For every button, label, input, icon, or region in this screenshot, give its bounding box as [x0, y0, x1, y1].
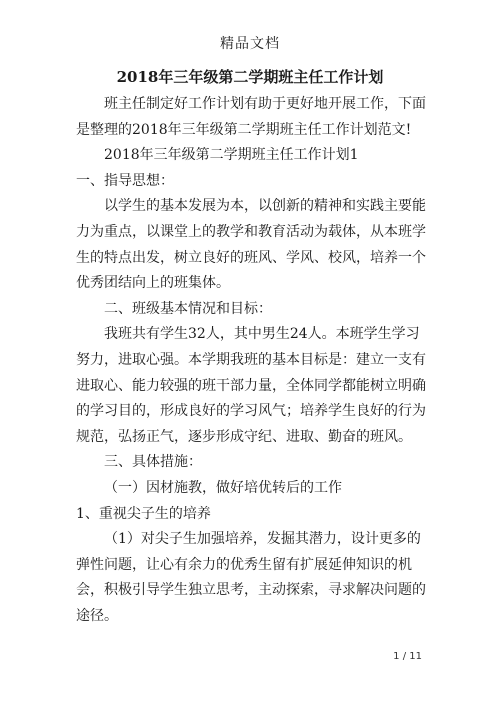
- item-heading-top-students: 1、重视尖子生的培养: [76, 505, 211, 522]
- document-body: [76, 92, 426, 629]
- paragraph-guiding-ideas: 以学生的基本发展为本，以创新的精神和实践主要能力为重点，以课堂上的教学和教育活动为载体，从本班学生的特点出发，树立良好的班风、学风、校风，培养一个优秀团结向上的班集体。: [76, 198, 426, 292]
- page-number: 1 / 11: [393, 651, 422, 662]
- paragraph-intro: 班主任制定好工作计划有助于更好地开展工作，下面是整理的2018年三年级第二学期班主任工作计划范文!: [76, 96, 426, 138]
- paragraph-class-info: 我班共有学生32人，其中男生24人。本班学生学习努力，进取心强。本学期我班的基本目标是：建立一支有进取心、能力较强的班干部力量，全体同学都能树立明确的学习目的，形成良好的学习风气；培养学生良好的行为规范，弘扬正气，逐步形成守纪、进取、勤奋的班风。: [76, 326, 426, 445]
- subsection-heading-teaching: （一）因材施教，做好培优转后的工作: [104, 479, 342, 496]
- section-heading-class-info: 二、班级基本情况和目标：: [104, 300, 272, 317]
- section-heading-measures: 三、具体措施：: [104, 454, 202, 471]
- paragraph-plan-heading: 2018年三年级第二学期班主任工作计划1 一、指导思想：: [76, 147, 401, 189]
- document-title: 2018年三年级第二学期班主任工作计划: [116, 68, 384, 86]
- paragraph-top-students: （1）对尖子生加强培养，发掘其潜力，设计更多的弹性问题，让心有余力的优秀生留有扩展延伸知识的机会，积极引导学生独立思考，主动探索，寻求解决问题的途径。: [76, 531, 426, 624]
- page-header: 精品文档: [220, 36, 280, 52]
